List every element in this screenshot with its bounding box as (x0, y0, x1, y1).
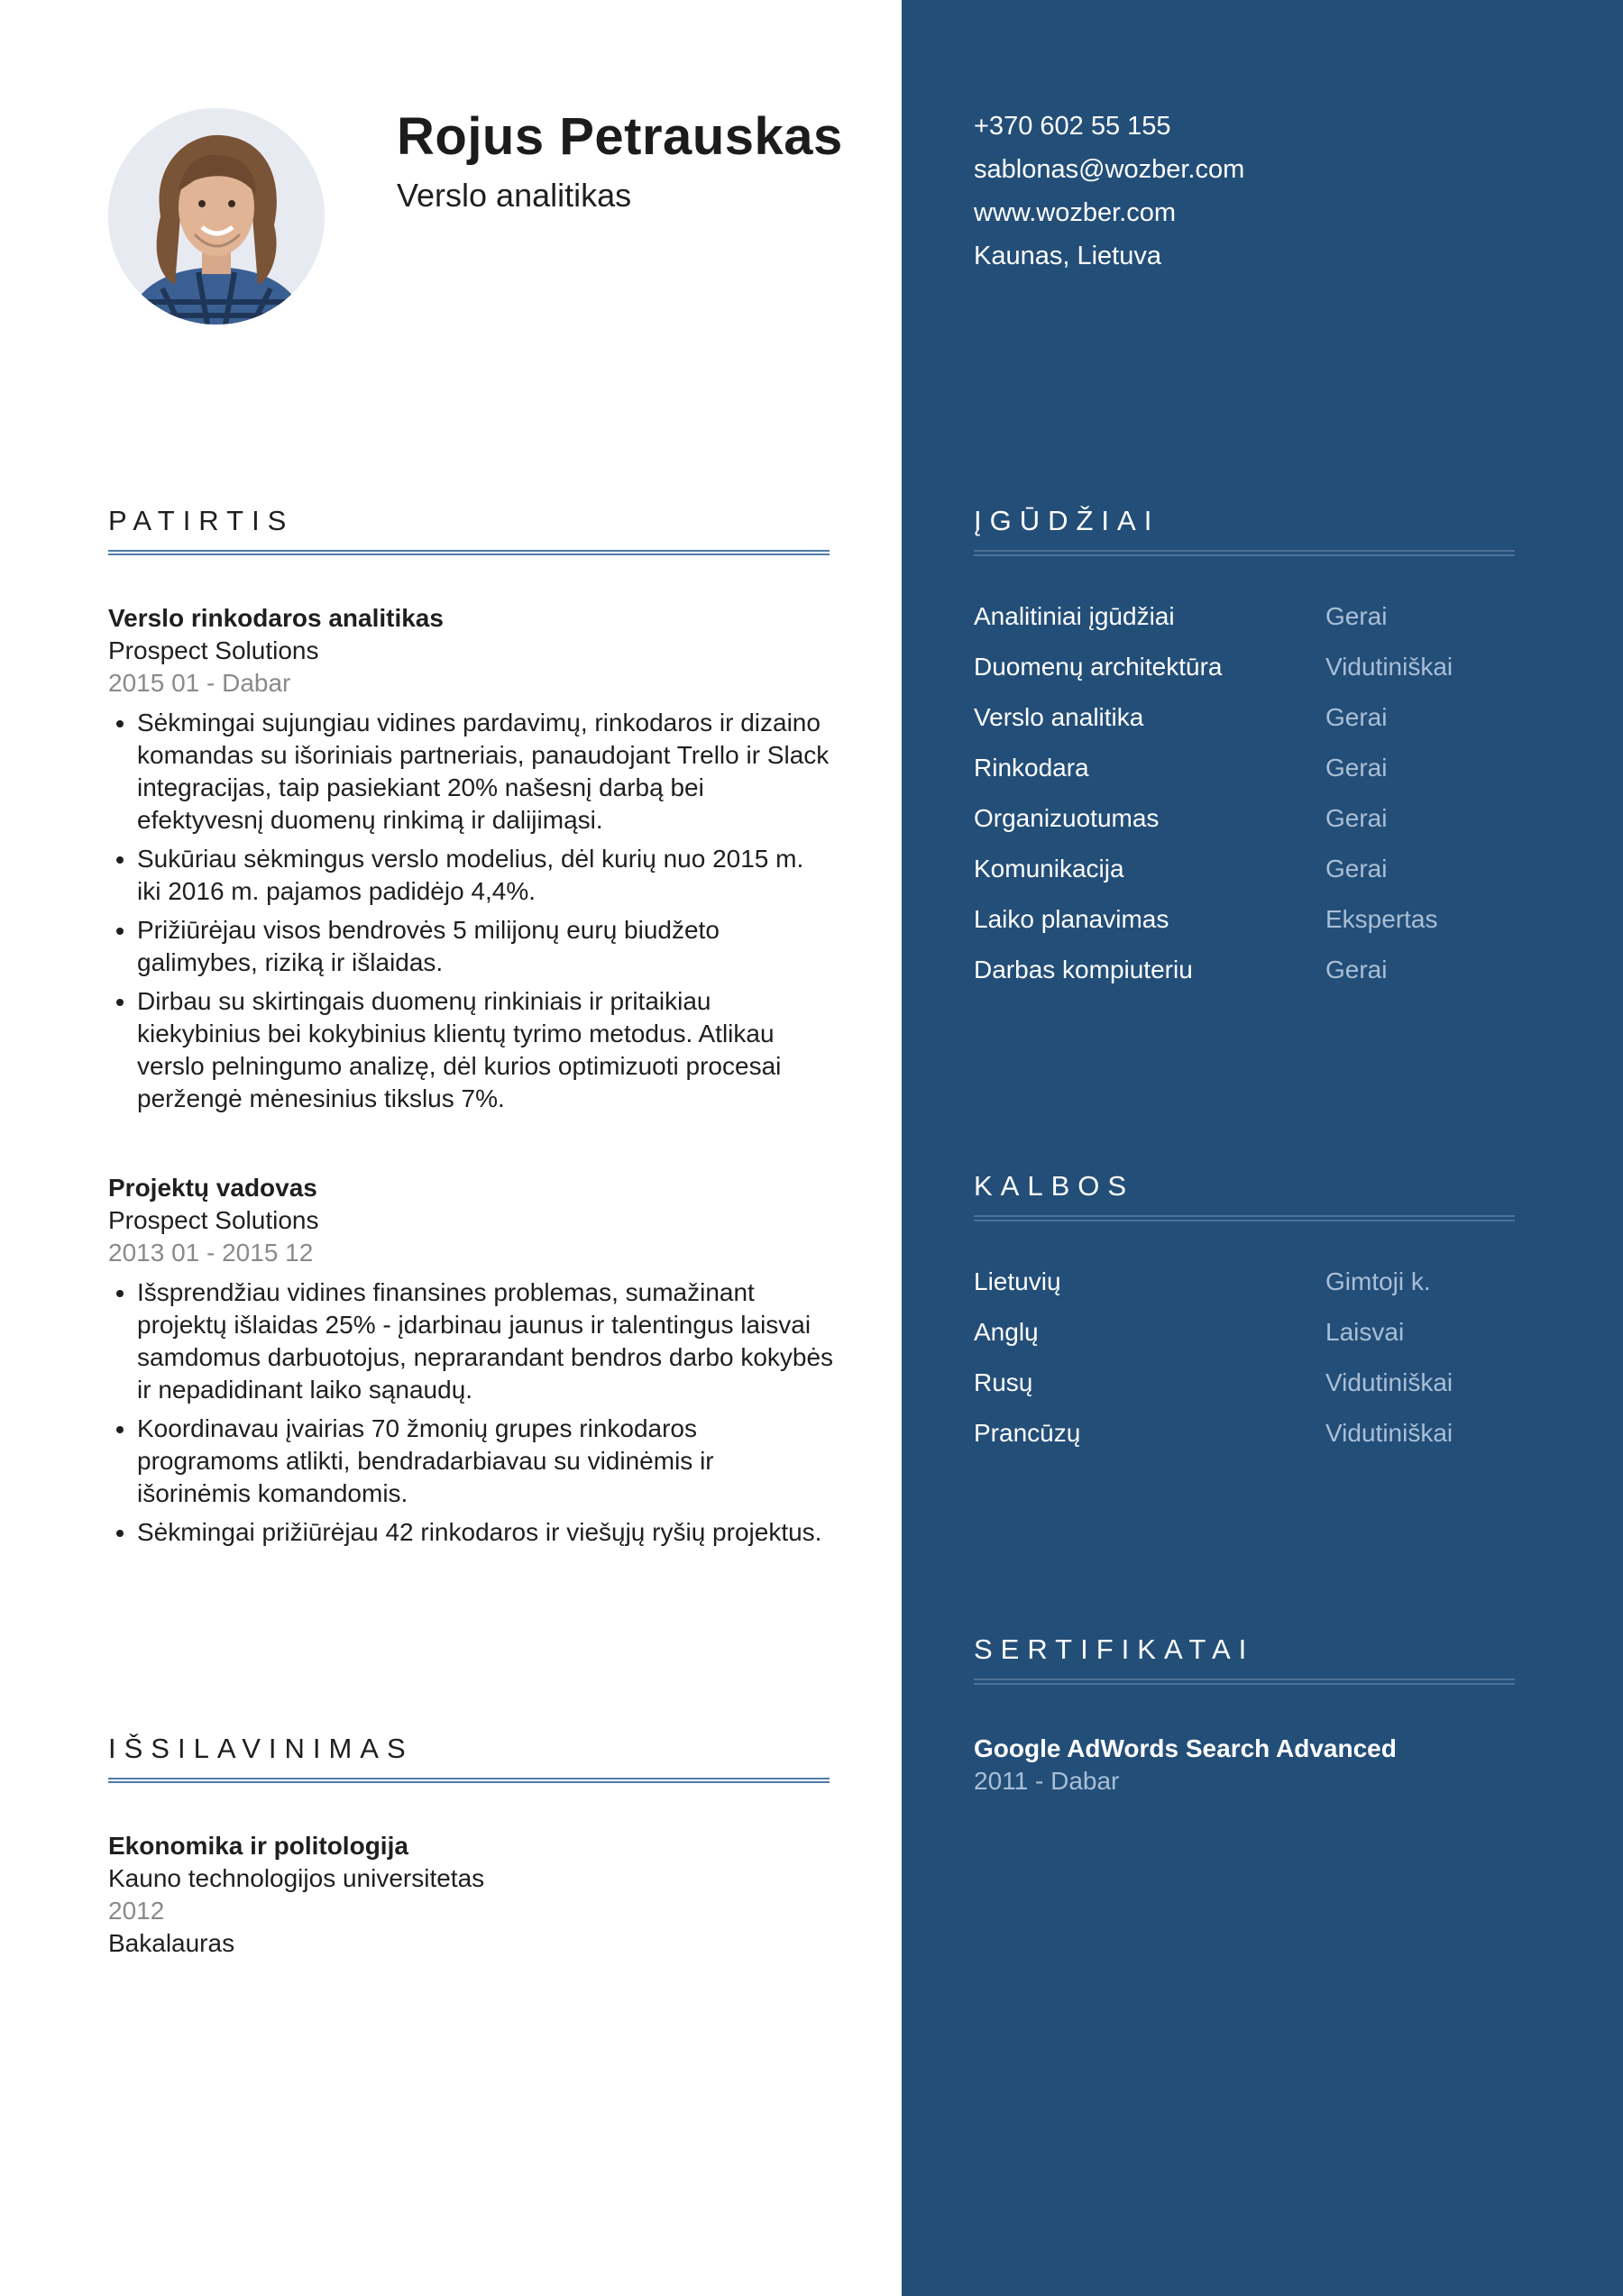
skill-name: Analitiniai įgūdžiai (974, 602, 1175, 630)
job-bullet: • Prižiūrėjau visos bendrovės 5 milijonų eurų biudžeto galimybes, riziką ir išlaidas. (137, 914, 834, 979)
skill-name: Rinkodara (974, 754, 1089, 782)
skill-level: Gerai (1325, 754, 1388, 782)
language-name: Lietuvių (974, 1267, 1061, 1295)
contact-phone: +370 602 55 155 (974, 112, 1171, 141)
section-divider (974, 1215, 1515, 1221)
skill-row (974, 905, 1551, 956)
job-bullet: • Išsprendžiau vidines finansines problemas, sumažinant projektų išlaidas 25% - įdarbinau jaunus ir talentingus laisvai samdomus darbuotojus, neprarandant bendros darbo kokybės ir nepadidinant laiko sąnaudų. (137, 1276, 834, 1406)
job-bullets (108, 1276, 834, 1549)
job-company: Prospect Solutions (108, 636, 319, 664)
skill-level: Gerai (1325, 804, 1388, 832)
skill-row (974, 703, 1551, 754)
job-bullet: • Sėkmingai prižiūrėjau 42 rinkodaros ir viešųjų ryšių projektus. (137, 1516, 834, 1549)
section-title-certificates: SERTIFIKATAI (974, 1633, 1255, 1665)
certificate-title: Google AdWords Search Advanced (974, 1734, 1397, 1762)
languages-list (974, 1267, 1551, 1469)
education-degree: Ekonomika ir politologija (108, 1832, 408, 1860)
experience-entry (108, 1172, 834, 1555)
skill-row (974, 602, 1551, 653)
education-school: Kauno technologijos universitetas (108, 1864, 485, 1892)
skill-level: Ekspertas (1325, 905, 1438, 933)
candidate-name: Rojus Petrauskas (397, 107, 843, 166)
skill-name: Komunikacija (974, 855, 1124, 883)
job-title: Projektų vadovas (108, 1174, 317, 1202)
language-row (974, 1267, 1551, 1318)
language-row (974, 1368, 1551, 1419)
skill-name: Darbas kompiuteriu (974, 956, 1193, 983)
language-name: Rusų (974, 1368, 1033, 1396)
job-bullet: • Dirbau su skirtingais duomenų rinkiniais ir pritaikiau kiekybinius bei kokybinius klientų tyrimo metodus. Atlikau verslo pelningumo analizę, dėl kurios optimizuoti procesai peržengė mėnesinius tikslus 7%. (137, 985, 834, 1115)
section-title-skills: ĮGŪDŽIAI (974, 505, 1160, 536)
contact-email: sablonas@wozber.com (974, 155, 1245, 184)
language-level: Laisvai (1325, 1318, 1405, 1346)
certificate-entry (974, 1733, 1397, 1797)
job-bullet: • Sukūriau sėkmingus verslo modelius, dėl kurių nuo 2015 m. iki 2016 m. pajamos padidėjo 4,4%. (137, 843, 834, 908)
language-row (974, 1318, 1551, 1368)
sidebar-panel (902, 0, 1623, 2296)
job-company: Prospect Solutions (108, 1206, 319, 1234)
skill-row (974, 855, 1551, 905)
skill-level: Gerai (1325, 602, 1388, 630)
skills-list (974, 602, 1551, 1006)
section-divider (108, 550, 830, 555)
education-level: Bakalauras (108, 1929, 235, 1957)
skill-name: Organizuotumas (974, 804, 1160, 832)
contact-website: www.wozber.com (974, 198, 1177, 227)
skill-row (974, 754, 1551, 804)
skill-level: Gerai (1325, 956, 1388, 983)
education-entry (108, 1830, 830, 1960)
experience-entry (108, 602, 834, 1121)
section-divider (108, 1778, 830, 1783)
section-divider (974, 550, 1515, 556)
skill-name: Verslo analitika (974, 703, 1144, 731)
candidate-role: Verslo analitikas (397, 177, 632, 214)
job-date: 2013 01 - 2015 12 (108, 1239, 314, 1267)
contact-block (974, 105, 1244, 278)
avatar-illustration (108, 108, 325, 325)
job-date: 2015 01 - Dabar (108, 669, 291, 697)
education-year: 2012 (108, 1897, 165, 1925)
language-level: Vidutiniškai (1325, 1368, 1453, 1396)
language-row (974, 1419, 1551, 1469)
job-bullet: • Koordinavau įvairias 70 žmonių grupes rinkodaros programoms atlikti, bendradarbiavau su vidinėmis ir išorinėmis komandomis. (137, 1413, 834, 1510)
language-name: Anglų (974, 1318, 1039, 1346)
skill-row (974, 956, 1551, 1006)
section-title-languages: KALBOS (974, 1170, 1135, 1202)
skill-name: Laiko planavimas (974, 905, 1169, 933)
section-title-education: IŠSILAVINIMAS (108, 1733, 414, 1764)
section-divider (974, 1679, 1515, 1685)
skill-level: Gerai (1325, 855, 1388, 883)
skill-level: Gerai (1325, 703, 1388, 731)
skill-row (974, 804, 1551, 855)
job-title: Verslo rinkodaros analitikas (108, 604, 444, 632)
skill-row (974, 653, 1551, 703)
language-level: Vidutiniškai (1325, 1419, 1453, 1447)
language-name: Prancūzų (974, 1419, 1081, 1447)
profile-photo (108, 108, 325, 325)
contact-location: Kaunas, Lietuva (974, 242, 1161, 270)
language-level: Gimtoji k. (1325, 1267, 1431, 1295)
skill-level: Vidutiniškai (1325, 653, 1453, 681)
skill-name: Duomenų architektūra (974, 653, 1223, 681)
job-bullets (108, 707, 834, 1115)
job-bullet: • Sėkmingai sujungiau vidines pardavimų, rinkodaros ir dizaino komandas su išoriniais partneriais, panaudojant Trello ir Slack integracijas, taip pasiekiant 20% našesnį darbą bei efektyvesnį duomenų rinkimą ir dalijimąsi. (137, 707, 834, 837)
certificate-date: 2011 - Dabar (974, 1767, 1120, 1795)
section-title-experience: PATIRTIS (108, 505, 295, 536)
